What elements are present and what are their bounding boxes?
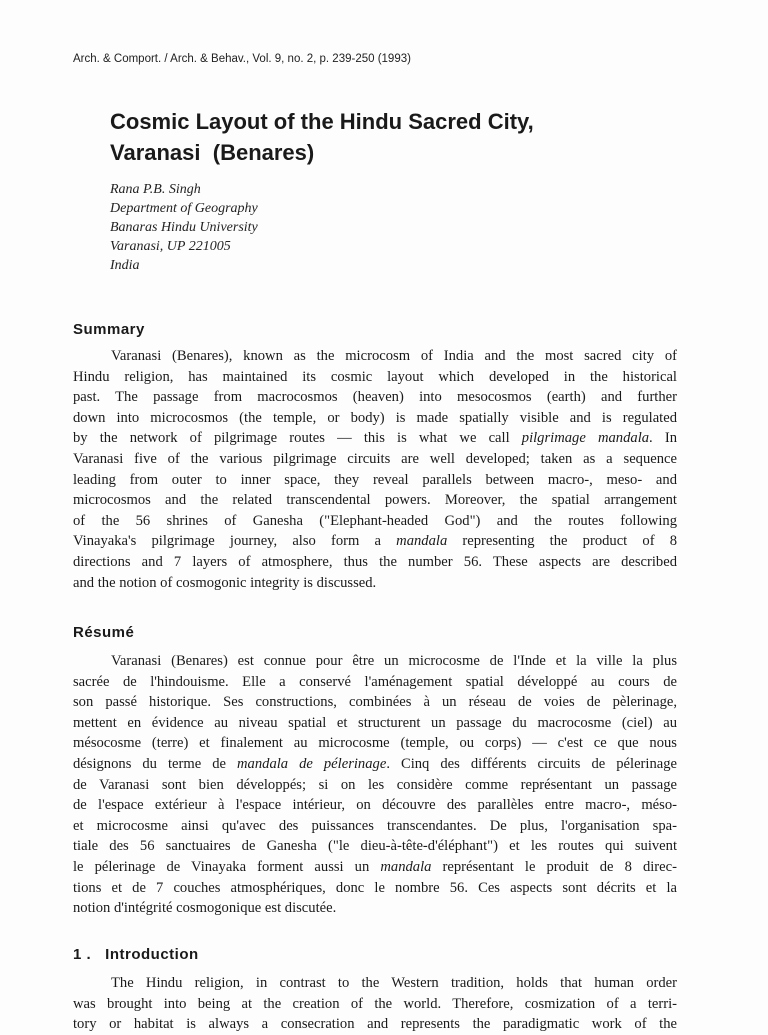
author-city: Varanasi, UP 221005	[110, 239, 231, 254]
summary-line: microcosmos and the related transcendental powers. Moreover, the spatial arrangement	[73, 492, 677, 509]
resume-heading: Résumé	[73, 624, 135, 641]
resume-line-text: . Cinq des différents circuits de pélerinage	[386, 755, 678, 772]
summary-line: and the notion of cosmogonic integrity is discussed.	[73, 574, 377, 591]
summary-line-text: representing the product of 8	[447, 533, 678, 550]
summary-paragraph	[73, 346, 677, 593]
resume-line: de l'espace extérieur à l'espace intérieur, on découvre des parallèles entre macro-, méso-	[73, 797, 677, 814]
journal-citation: Arch. & Comport. / Arch. & Behav., Vol. 9, no. 2, p. 239-250 (1993)	[73, 53, 411, 65]
introduction-line: tory or habitat is always a consecration and represents the paradigmatic work of the	[73, 1016, 677, 1033]
resume-line: sacrée de l'hindouisme. Elle a conservé l'aménagement spatial développé au cours de	[73, 673, 677, 690]
author-department: Department of Geography	[110, 201, 258, 216]
summary-line: of the 56 shrines of Ganesha ("Elephant-headed God") and the routes following	[73, 512, 677, 529]
resume-italic-term: mandala	[380, 858, 432, 875]
introduction-paragraph	[73, 973, 677, 1035]
resume-line: mésocosme (terre) et finalement au microcosme (temple, ou corps) — c'est ce que nous	[73, 735, 677, 752]
resume-line: de Varanasi sont bien développés; si on les considère comme représentant un passage	[73, 776, 677, 793]
resume-line: son passé historique. Ses constructions, combinées à un réseau de voies de pèlerinage,	[73, 694, 677, 711]
title-line-1: Cosmic Layout of the Hindu Sacred City,	[110, 109, 534, 134]
paper-title	[110, 106, 710, 168]
resume-line: mettent en évidence au niveau spatial et structurent un passage du macrocosme (ciel) au	[73, 714, 677, 731]
summary-line: down into microcosmos (the temple, or body) is made spatially visible and is regulated	[73, 409, 677, 426]
resume-line: Varanasi (Benares) est connue pour être un microcosme de l'Inde et la ville la plus	[111, 653, 677, 669]
author-country: India	[110, 258, 140, 273]
summary-line	[73, 531, 677, 552]
summary-line	[73, 428, 677, 449]
title-line-2: Varanasi (Benares)	[110, 140, 315, 165]
summary-heading: Summary	[73, 321, 145, 338]
summary-line: leading from outer to inner space, they reveal parallels between macro-, meso- and	[73, 471, 677, 488]
summary-line: past. The passage from macrocosmos (heaven) into mesocosmos (earth) and further	[73, 389, 677, 406]
resume-line: et microcosme ainsi qu'avec des puissances transcendantes. De plus, l'organisation spa-	[73, 817, 677, 834]
summary-line: Varanasi five of the various pilgrimage circuits are well developed; taken as a sequence	[73, 450, 677, 467]
resume-line-text: le pélerinage de Vinayaka forment aussi un	[73, 858, 381, 875]
author-name: Rana P.B. Singh	[110, 182, 201, 197]
resume-line	[73, 857, 677, 878]
resume-line: notion d'intégrité cosmogonique est discutée.	[73, 900, 337, 917]
resume-italic-term: mandala de pélerinage	[237, 755, 387, 772]
summary-line: directions and 7 layers of atmosphere, thus the number 56. These aspects are described	[73, 553, 677, 570]
summary-line: Varanasi (Benares), known as the microcosm of India and the most sacred city of	[111, 348, 677, 364]
summary-italic-term: mandala	[396, 533, 448, 550]
resume-line: tions et de 7 couches atmosphériques, donc le nombre 56. Ces aspects sont décrits et la	[73, 879, 677, 896]
resume-paragraph	[73, 651, 677, 919]
resume-line	[73, 754, 677, 775]
resume-line: tiale des 56 sanctuaires de Ganesha ("le dieu-à-tête-d'éléphant") et les routes qui suivent	[73, 838, 677, 855]
summary-italic-term: pilgrimage mandala	[521, 430, 650, 447]
summary-line-text: . In	[649, 430, 677, 447]
resume-line-text: représentant le produit de 8 direc-	[431, 858, 677, 875]
summary-line-text: by the network of pilgrimage routes — this is what we call	[73, 430, 522, 447]
summary-line-text: Vinayaka's pilgrimage journey, also form a	[73, 533, 397, 550]
author-university: Banaras Hindu University	[110, 220, 258, 235]
introduction-line: The Hindu religion, in contrast to the Western tradition, holds that human order	[111, 975, 677, 991]
summary-line: Hindu religion, has maintained its cosmic layout which developed in the historical	[73, 368, 677, 385]
introduction-line: was brought into being at the creation of the world. Therefore, cosmization of a terri-	[73, 995, 677, 1012]
introduction-heading: 1 . Introduction	[73, 946, 199, 963]
resume-line-text: désignons du terme de	[73, 755, 238, 772]
author-affiliation	[110, 180, 258, 275]
